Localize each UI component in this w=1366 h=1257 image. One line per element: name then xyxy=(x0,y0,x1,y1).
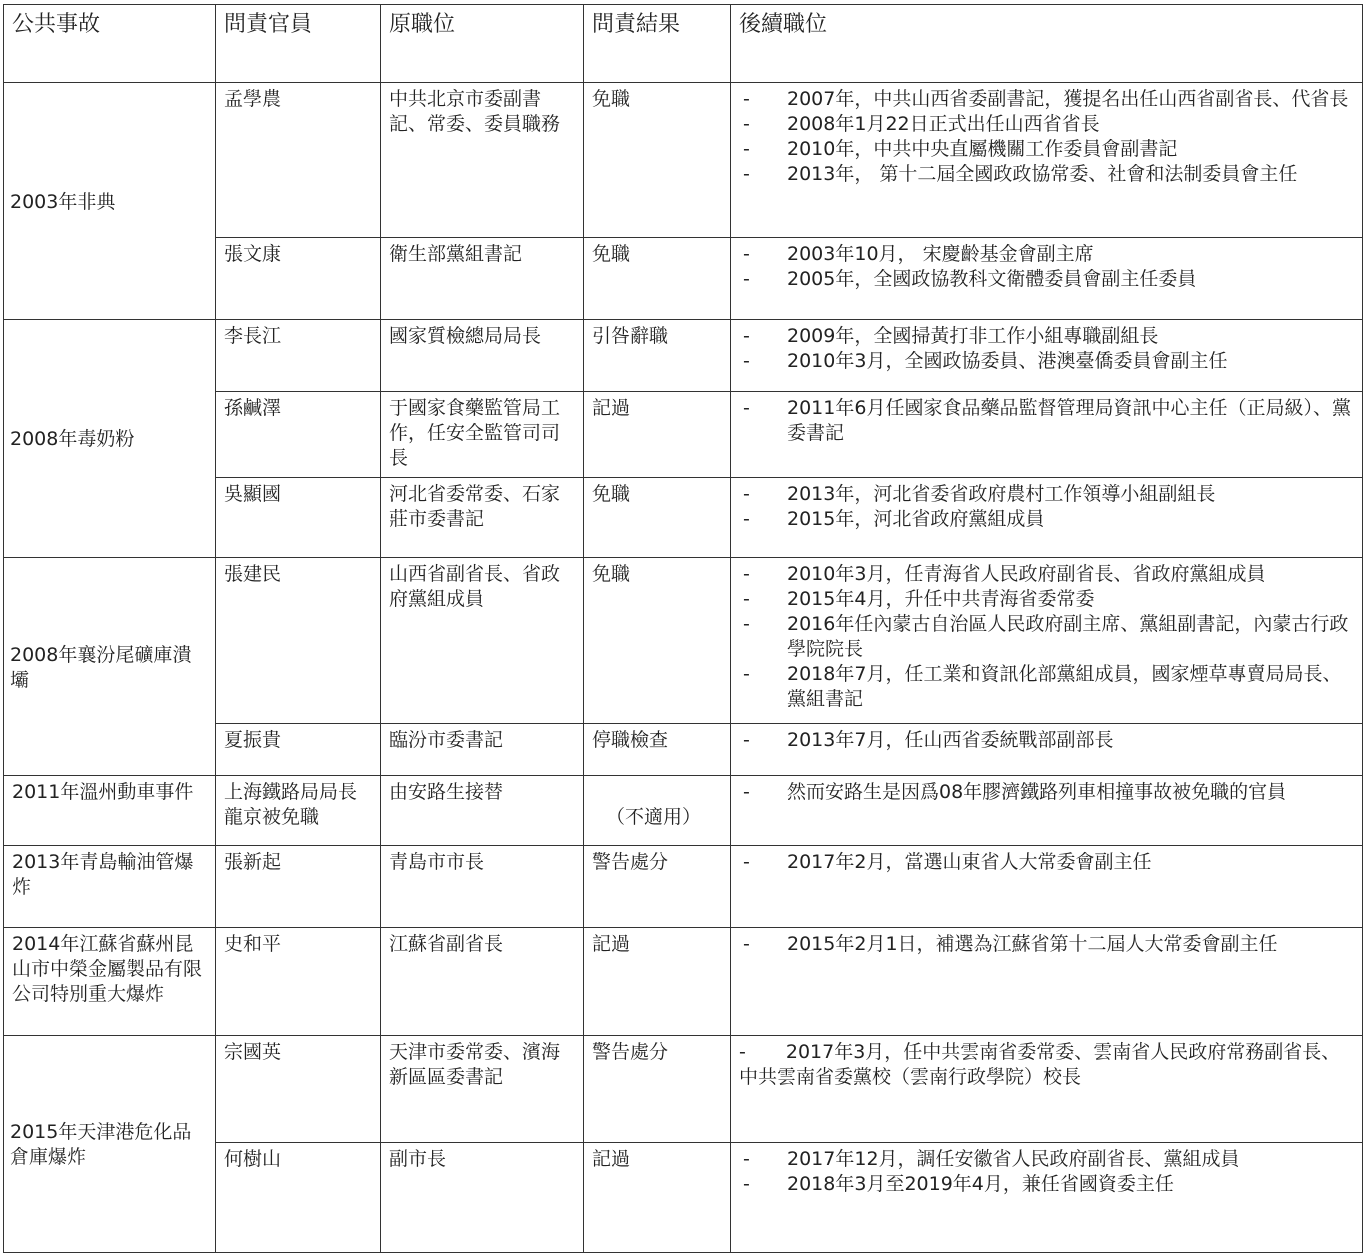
table-row xyxy=(4,776,1363,846)
later-list xyxy=(739,396,1356,446)
list-item: - 2013年，河北省委省政府農村工作領導小組副組長 xyxy=(743,483,1216,505)
result-cell: 記過 xyxy=(584,392,731,478)
list-item: - 2003年10月， 宋慶齡基金會副主席 xyxy=(743,243,1094,265)
later-cell xyxy=(731,392,1363,478)
result-cell: 免職 xyxy=(584,558,731,724)
later-list xyxy=(739,562,1356,712)
list-item: - 2018年3月至2019年4月，兼任省國資委主任 xyxy=(743,1173,1174,1195)
list-item: - 2018年7月，任工業和資訊化部黨組成員，國家煙草專賣局局長、黨組書記 xyxy=(743,663,1342,710)
list-item: - 2015年2月1日，補選為江蘇省第十二屆人大常委會副主任 xyxy=(743,933,1278,955)
result-cell: 免職 xyxy=(584,83,731,238)
table-row xyxy=(4,320,1363,392)
result-cell: 警告處分 xyxy=(584,846,731,928)
incident-cell: 2014年江蘇省蘇州昆山市中榮金屬製品有限公司特別重大爆炸 xyxy=(4,928,216,1036)
result-cell: 記過 xyxy=(584,1143,731,1253)
official-cell: 張建民 xyxy=(216,558,381,724)
position-cell: 天津市委常委、濱海新區區委書記 xyxy=(381,1036,584,1143)
position-cell: 國家質檢總局局長 xyxy=(381,320,584,392)
later-list xyxy=(739,780,1356,805)
header-later-position: 後續職位 xyxy=(731,5,1363,83)
dash: - xyxy=(743,325,750,347)
dash: - xyxy=(743,113,750,135)
not-applicable-text: （不適用） xyxy=(606,806,702,828)
official-cell: 夏振貴 xyxy=(216,724,381,776)
dash: - xyxy=(743,163,750,185)
list-item: - 2017年3月，任中共雲南省委常委、雲南省人民政府常務副省長、中共雲南省委黨校（雲南行政學院）校長 xyxy=(739,1041,1341,1088)
header-result: 問責結果 xyxy=(584,5,731,83)
position-cell: 臨汾市委書記 xyxy=(381,724,584,776)
official-cell: 李長江 xyxy=(216,320,381,392)
later-cell xyxy=(731,478,1363,558)
result-cell: 免職 xyxy=(584,478,731,558)
dash: - xyxy=(739,1041,746,1063)
list-item: - 然而安路生是因爲08年膠濟鐵路列車相撞事故被免職的官員 xyxy=(743,781,1287,803)
list-item: - 2013年7月，任山西省委統戰部副部長 xyxy=(743,729,1114,751)
official-cell: 孟學農 xyxy=(216,83,381,238)
position-cell: 青島市市長 xyxy=(381,846,584,928)
list-item: - 2007年，中共山西省委副書記，獲提名出任山西省副省長、代省長 xyxy=(743,88,1349,110)
table-row xyxy=(4,846,1363,928)
incident-cell: 2013年青島輸油管爆炸 xyxy=(4,846,216,928)
later-list xyxy=(739,1040,1356,1090)
later-list xyxy=(739,242,1356,292)
incident-cell: 2008年毒奶粉 xyxy=(4,320,216,558)
position-cell: 中共北京市委副書記、常委、委員職務 xyxy=(381,83,584,238)
dash: - xyxy=(743,397,750,419)
list-item: - 2015年4月，升任中共青海省委常委 xyxy=(743,588,1095,610)
later-list xyxy=(739,482,1356,532)
result-cell: 停職檢查 xyxy=(584,724,731,776)
list-item: - 2017年12月，調任安徽省人民政府副省長、黨組成員 xyxy=(743,1148,1240,1170)
list-item: - 2015年，河北省政府黨組成員 xyxy=(743,508,1045,530)
position-cell: 江蘇省副省長 xyxy=(381,928,584,1036)
position-cell: 于國家食藥監管局工作，任安全監管司司長 xyxy=(381,392,584,478)
dash: - xyxy=(743,933,750,955)
incident-cell: 2015年天津港危化品倉庫爆炸 xyxy=(4,1036,216,1253)
later-list xyxy=(739,728,1356,753)
later-cell xyxy=(731,776,1363,846)
incident-cell: 2008年襄汾尾礦庫潰壩 xyxy=(4,558,216,776)
dash: - xyxy=(743,563,750,585)
table-row xyxy=(4,558,1363,724)
position-cell: 由安路生接替 xyxy=(381,776,584,846)
dash: - xyxy=(743,588,750,610)
list-item: - 2008年1月22日正式出任山西省省長 xyxy=(743,113,1100,135)
later-list xyxy=(739,1147,1356,1197)
header-incident: 公共事故 xyxy=(4,5,216,83)
list-item: - 2010年3月，任青海省人民政府副省長、省政府黨組成員 xyxy=(743,563,1266,585)
official-cell: 孫鹹澤 xyxy=(216,392,381,478)
list-item: - 2016年任內蒙古自治區人民政府副主席、黨組副書記，內蒙古行政學院院長 xyxy=(743,613,1349,660)
later-cell xyxy=(731,558,1363,724)
list-item: - 2017年2月，當選山東省人大常委會副主任 xyxy=(743,851,1152,873)
header-official: 問責官員 xyxy=(216,5,381,83)
later-list xyxy=(739,932,1356,957)
result-cell xyxy=(584,776,731,846)
later-cell xyxy=(731,83,1363,238)
dash: - xyxy=(743,1148,750,1170)
official-cell: 史和平 xyxy=(216,928,381,1036)
dash: - xyxy=(743,350,750,372)
list-item: - 2013年， 第十二屆全國政政協常委、社會和法制委員會主任 xyxy=(743,163,1298,185)
later-cell xyxy=(731,1036,1363,1143)
official-cell: 張新起 xyxy=(216,846,381,928)
accountability-table xyxy=(3,4,1363,1253)
dash: - xyxy=(743,88,750,110)
dash: - xyxy=(743,613,750,635)
list-item: - 2009年，全國掃黃打非工作小組專職副組長 xyxy=(743,325,1159,347)
result-cell: 免職 xyxy=(584,238,731,320)
position-cell: 副市長 xyxy=(381,1143,584,1253)
official-cell: 何樹山 xyxy=(216,1143,381,1253)
table-row xyxy=(4,928,1363,1036)
later-cell xyxy=(731,320,1363,392)
header-row xyxy=(4,5,1363,83)
later-cell xyxy=(731,846,1363,928)
list-item: - 2010年3月，全國政協委員、港澳臺僑委員會副主任 xyxy=(743,350,1228,372)
dash: - xyxy=(743,663,750,685)
result-cell: 記過 xyxy=(584,928,731,1036)
official-cell: 張文康 xyxy=(216,238,381,320)
dash: - xyxy=(743,508,750,530)
list-item: - 2010年，中共中央直屬機關工作委員會副書記 xyxy=(743,138,1178,160)
table-row xyxy=(4,83,1363,238)
later-list xyxy=(739,850,1356,875)
dash: - xyxy=(743,138,750,160)
list-item: - 2005年，全國政協教科文衛體委員會副主任委員 xyxy=(743,268,1197,290)
dash: - xyxy=(743,268,750,290)
position-cell: 河北省委常委、石家莊市委書記 xyxy=(381,478,584,558)
table-row xyxy=(4,1036,1363,1143)
later-cell xyxy=(731,1143,1363,1253)
header-original-position: 原職位 xyxy=(381,5,584,83)
later-cell xyxy=(731,928,1363,1036)
result-cell: 警告處分 xyxy=(584,1036,731,1143)
dash: - xyxy=(743,851,750,873)
list-item: - 2011年6月任國家食品藥品監督管理局資訊中心主任（正局級）、黨委書記 xyxy=(743,397,1351,444)
dash: - xyxy=(743,483,750,505)
official-cell: 吳顯國 xyxy=(216,478,381,558)
incident-cell: 2003年非典 xyxy=(4,83,216,320)
later-cell xyxy=(731,724,1363,776)
incident-cell: 2011年溫州動車事件 xyxy=(4,776,216,846)
dash: - xyxy=(743,1173,750,1195)
later-list xyxy=(739,87,1356,187)
dash: - xyxy=(743,781,750,803)
later-list xyxy=(739,324,1356,374)
dash: - xyxy=(743,243,750,265)
official-cell: 上海鐵路局局長龍京被免職 xyxy=(216,776,381,846)
position-cell: 山西省副省長、省政府黨組成員 xyxy=(381,558,584,724)
dash: - xyxy=(743,729,750,751)
position-cell: 衛生部黨組書記 xyxy=(381,238,584,320)
result-cell: 引咎辭職 xyxy=(584,320,731,392)
official-cell: 宗國英 xyxy=(216,1036,381,1143)
later-cell xyxy=(731,238,1363,320)
